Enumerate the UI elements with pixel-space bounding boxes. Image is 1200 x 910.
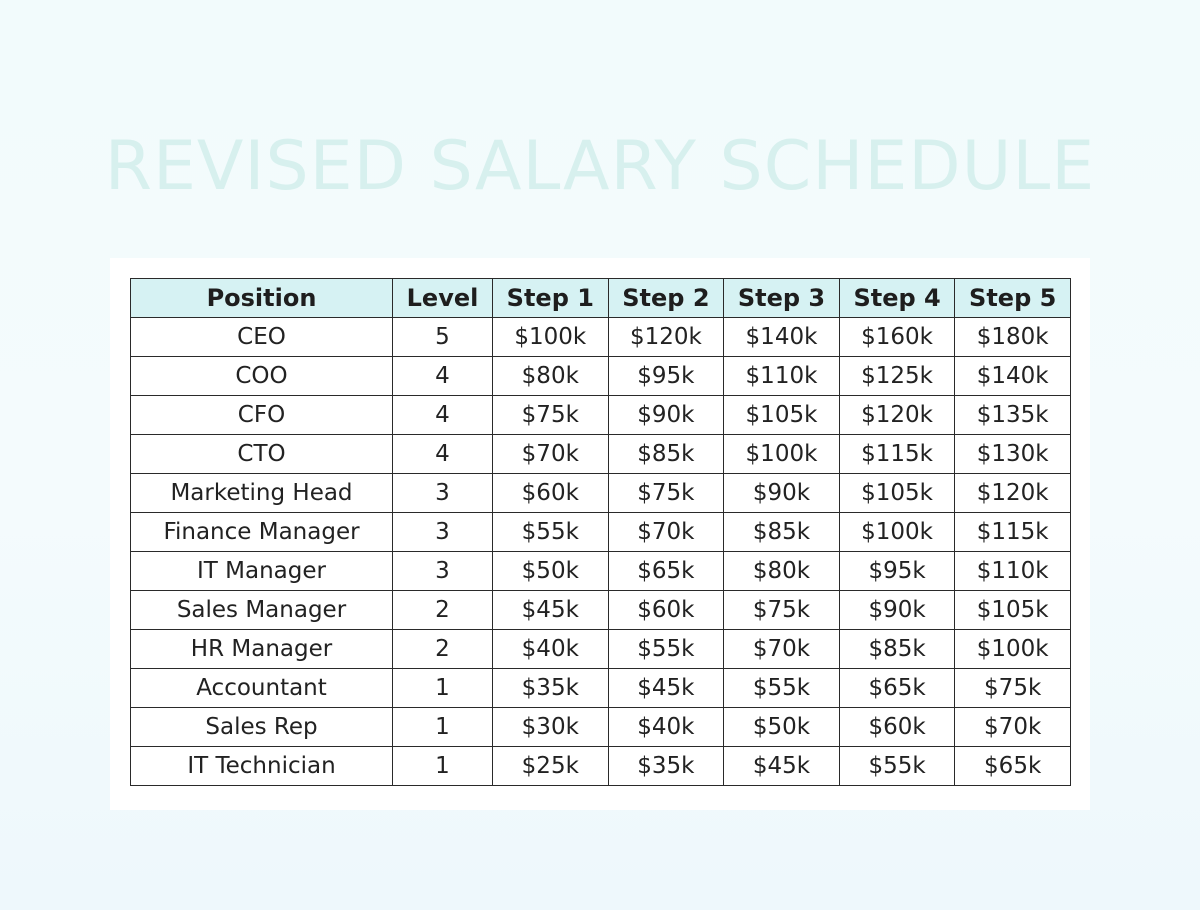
- step-2-cell: $60k: [608, 591, 724, 630]
- table-row: [131, 552, 1071, 591]
- step-3-cell: $110k: [724, 357, 840, 396]
- salary-table: [130, 278, 1071, 786]
- table-row: [131, 591, 1071, 630]
- step-4-cell: $60k: [839, 708, 955, 747]
- step-3-cell: $85k: [724, 513, 840, 552]
- column-header-step-3: Step 3: [724, 279, 840, 318]
- level-cell: 1: [393, 669, 493, 708]
- step-3-cell: $140k: [724, 318, 840, 357]
- column-header-position: Position: [131, 279, 393, 318]
- table-row: [131, 513, 1071, 552]
- level-cell: 3: [393, 552, 493, 591]
- page-title: REVISED SALARY SCHEDULE: [104, 127, 1096, 206]
- step-1-cell: $30k: [493, 708, 609, 747]
- step-5-cell: $120k: [955, 474, 1071, 513]
- table-row: [131, 435, 1071, 474]
- step-2-cell: $90k: [608, 396, 724, 435]
- step-2-cell: $40k: [608, 708, 724, 747]
- step-3-cell: $80k: [724, 552, 840, 591]
- level-cell: 4: [393, 435, 493, 474]
- step-2-cell: $45k: [608, 669, 724, 708]
- step-5-cell: $75k: [955, 669, 1071, 708]
- step-1-cell: $80k: [493, 357, 609, 396]
- level-cell: 5: [393, 318, 493, 357]
- step-1-cell: $75k: [493, 396, 609, 435]
- position-cell: CTO: [131, 435, 393, 474]
- column-header-step-1: Step 1: [493, 279, 609, 318]
- step-1-cell: $70k: [493, 435, 609, 474]
- level-cell: 4: [393, 357, 493, 396]
- step-4-cell: $90k: [839, 591, 955, 630]
- step-3-cell: $55k: [724, 669, 840, 708]
- step-2-cell: $120k: [608, 318, 724, 357]
- level-cell: 2: [393, 630, 493, 669]
- position-cell: IT Manager: [131, 552, 393, 591]
- step-1-cell: $35k: [493, 669, 609, 708]
- column-header-step-4: Step 4: [839, 279, 955, 318]
- level-cell: 3: [393, 513, 493, 552]
- step-2-cell: $95k: [608, 357, 724, 396]
- level-cell: 4: [393, 396, 493, 435]
- step-4-cell: $85k: [839, 630, 955, 669]
- table-row: [131, 357, 1071, 396]
- step-1-cell: $60k: [493, 474, 609, 513]
- step-5-cell: $130k: [955, 435, 1071, 474]
- table-row: [131, 474, 1071, 513]
- position-cell: Finance Manager: [131, 513, 393, 552]
- step-5-cell: $100k: [955, 630, 1071, 669]
- step-2-cell: $75k: [608, 474, 724, 513]
- step-4-cell: $105k: [839, 474, 955, 513]
- column-header-step-5: Step 5: [955, 279, 1071, 318]
- header-row: [131, 279, 1071, 318]
- step-3-cell: $45k: [724, 747, 840, 786]
- position-cell: COO: [131, 357, 393, 396]
- position-cell: CEO: [131, 318, 393, 357]
- position-cell: Sales Manager: [131, 591, 393, 630]
- step-4-cell: $125k: [839, 357, 955, 396]
- column-header-level: Level: [393, 279, 493, 318]
- step-3-cell: $70k: [724, 630, 840, 669]
- level-cell: 3: [393, 474, 493, 513]
- table-row: [131, 630, 1071, 669]
- step-2-cell: $55k: [608, 630, 724, 669]
- step-3-cell: $105k: [724, 396, 840, 435]
- step-1-cell: $55k: [493, 513, 609, 552]
- step-3-cell: $100k: [724, 435, 840, 474]
- step-3-cell: $75k: [724, 591, 840, 630]
- table-row: [131, 318, 1071, 357]
- step-1-cell: $45k: [493, 591, 609, 630]
- level-cell: 1: [393, 747, 493, 786]
- table-row: [131, 669, 1071, 708]
- step-4-cell: $100k: [839, 513, 955, 552]
- table-row: [131, 396, 1071, 435]
- step-5-cell: $140k: [955, 357, 1071, 396]
- step-3-cell: $50k: [724, 708, 840, 747]
- position-cell: Accountant: [131, 669, 393, 708]
- step-3-cell: $90k: [724, 474, 840, 513]
- step-5-cell: $110k: [955, 552, 1071, 591]
- step-1-cell: $25k: [493, 747, 609, 786]
- step-2-cell: $65k: [608, 552, 724, 591]
- step-4-cell: $55k: [839, 747, 955, 786]
- step-5-cell: $65k: [955, 747, 1071, 786]
- step-5-cell: $115k: [955, 513, 1071, 552]
- step-5-cell: $105k: [955, 591, 1071, 630]
- position-cell: HR Manager: [131, 630, 393, 669]
- step-2-cell: $70k: [608, 513, 724, 552]
- position-cell: CFO: [131, 396, 393, 435]
- step-2-cell: $35k: [608, 747, 724, 786]
- step-5-cell: $70k: [955, 708, 1071, 747]
- step-2-cell: $85k: [608, 435, 724, 474]
- step-4-cell: $65k: [839, 669, 955, 708]
- column-header-step-2: Step 2: [608, 279, 724, 318]
- table-row: [131, 747, 1071, 786]
- position-cell: Sales Rep: [131, 708, 393, 747]
- level-cell: 2: [393, 591, 493, 630]
- step-4-cell: $120k: [839, 396, 955, 435]
- level-cell: 1: [393, 708, 493, 747]
- position-cell: IT Technician: [131, 747, 393, 786]
- step-1-cell: $100k: [493, 318, 609, 357]
- table-row: [131, 708, 1071, 747]
- step-1-cell: $40k: [493, 630, 609, 669]
- step-4-cell: $160k: [839, 318, 955, 357]
- position-cell: Marketing Head: [131, 474, 393, 513]
- step-4-cell: $95k: [839, 552, 955, 591]
- step-5-cell: $135k: [955, 396, 1071, 435]
- step-4-cell: $115k: [839, 435, 955, 474]
- step-1-cell: $50k: [493, 552, 609, 591]
- step-5-cell: $180k: [955, 318, 1071, 357]
